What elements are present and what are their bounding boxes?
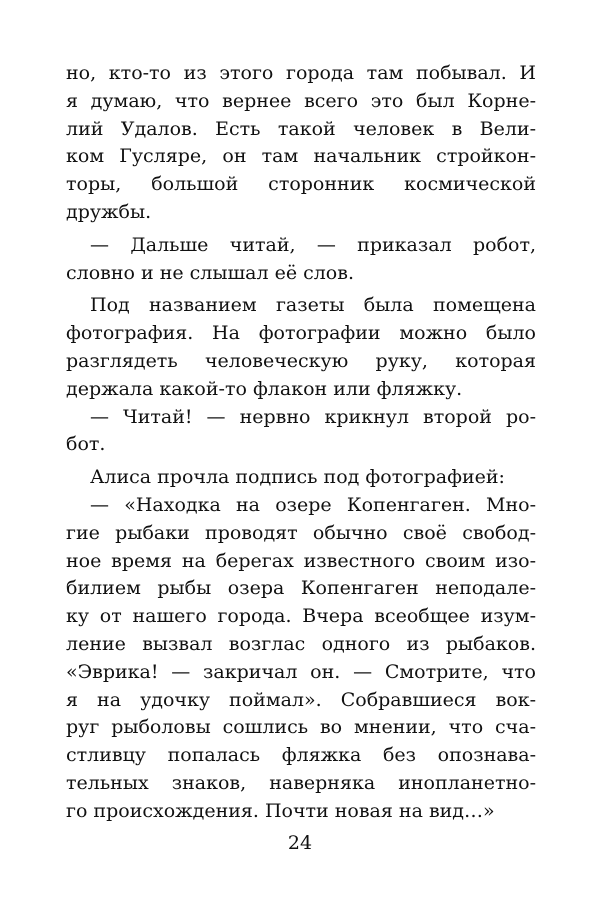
text-line: бот. — [66, 433, 106, 456]
text-line: но, кто-то из этого города там побывал. И — [66, 62, 536, 84]
text-line: гие рыбаки проводят обычно своё свобод- — [66, 521, 536, 544]
text-line: ное время на берегах известного своим изо- — [66, 549, 536, 572]
text-line: билием рыбы озера Копенгаген неподале- — [66, 577, 536, 600]
page-number: 24 — [287, 832, 313, 854]
text-line: руг рыболовы сошлись во мнении, что сча- — [66, 716, 536, 739]
text-line: ление вызвал возглас одного из рыбаков. — [66, 632, 536, 655]
text-line: торы, большой сторонник космической — [66, 173, 536, 196]
text-line: — Дальше читай, — приказал робот, — [90, 233, 536, 256]
text-line: лий Удалов. Есть такой человек в Вели- — [66, 117, 536, 140]
text-line: ком Гусляре, он там начальник стройкон- — [66, 145, 536, 168]
text-line: стливцу попалась фляжка без опознава- — [66, 744, 536, 767]
text-line: — Читай! — нервно крикнул второй ро- — [90, 405, 536, 428]
text-line: разглядеть человеческую руку, которая — [66, 349, 536, 372]
body-text — [66, 60, 536, 826]
text-line: Алиса прочла подпись под фотографией: — [90, 466, 505, 489]
text-line: я на удочку поймал». Собравшиеся вок- — [66, 688, 536, 711]
text-line: фотография. На фотографии можно было — [66, 322, 536, 345]
text-line: ку от нашего города. Вчера всеобщее изум- — [66, 605, 536, 628]
text-line: Под названием газеты была помещена — [90, 294, 536, 317]
text-line: держала какой-то флакон или фляжку. — [66, 377, 463, 400]
text-line: я думаю, что вернее всего это был Корне- — [66, 89, 536, 112]
text-line: тельных знаков, наверняка инопланетно- — [66, 771, 536, 794]
text-line: го происхождения. Почти новая на вид…» — [66, 799, 495, 822]
text-line: «Эврика! — закричал он. — Смотрите, что — [66, 660, 536, 683]
text-line: словно и не слышал её слов. — [66, 261, 354, 284]
text-line: дружбы. — [66, 200, 152, 223]
text-line: — «Находка на озере Копенгаген. Мно- — [90, 493, 536, 516]
